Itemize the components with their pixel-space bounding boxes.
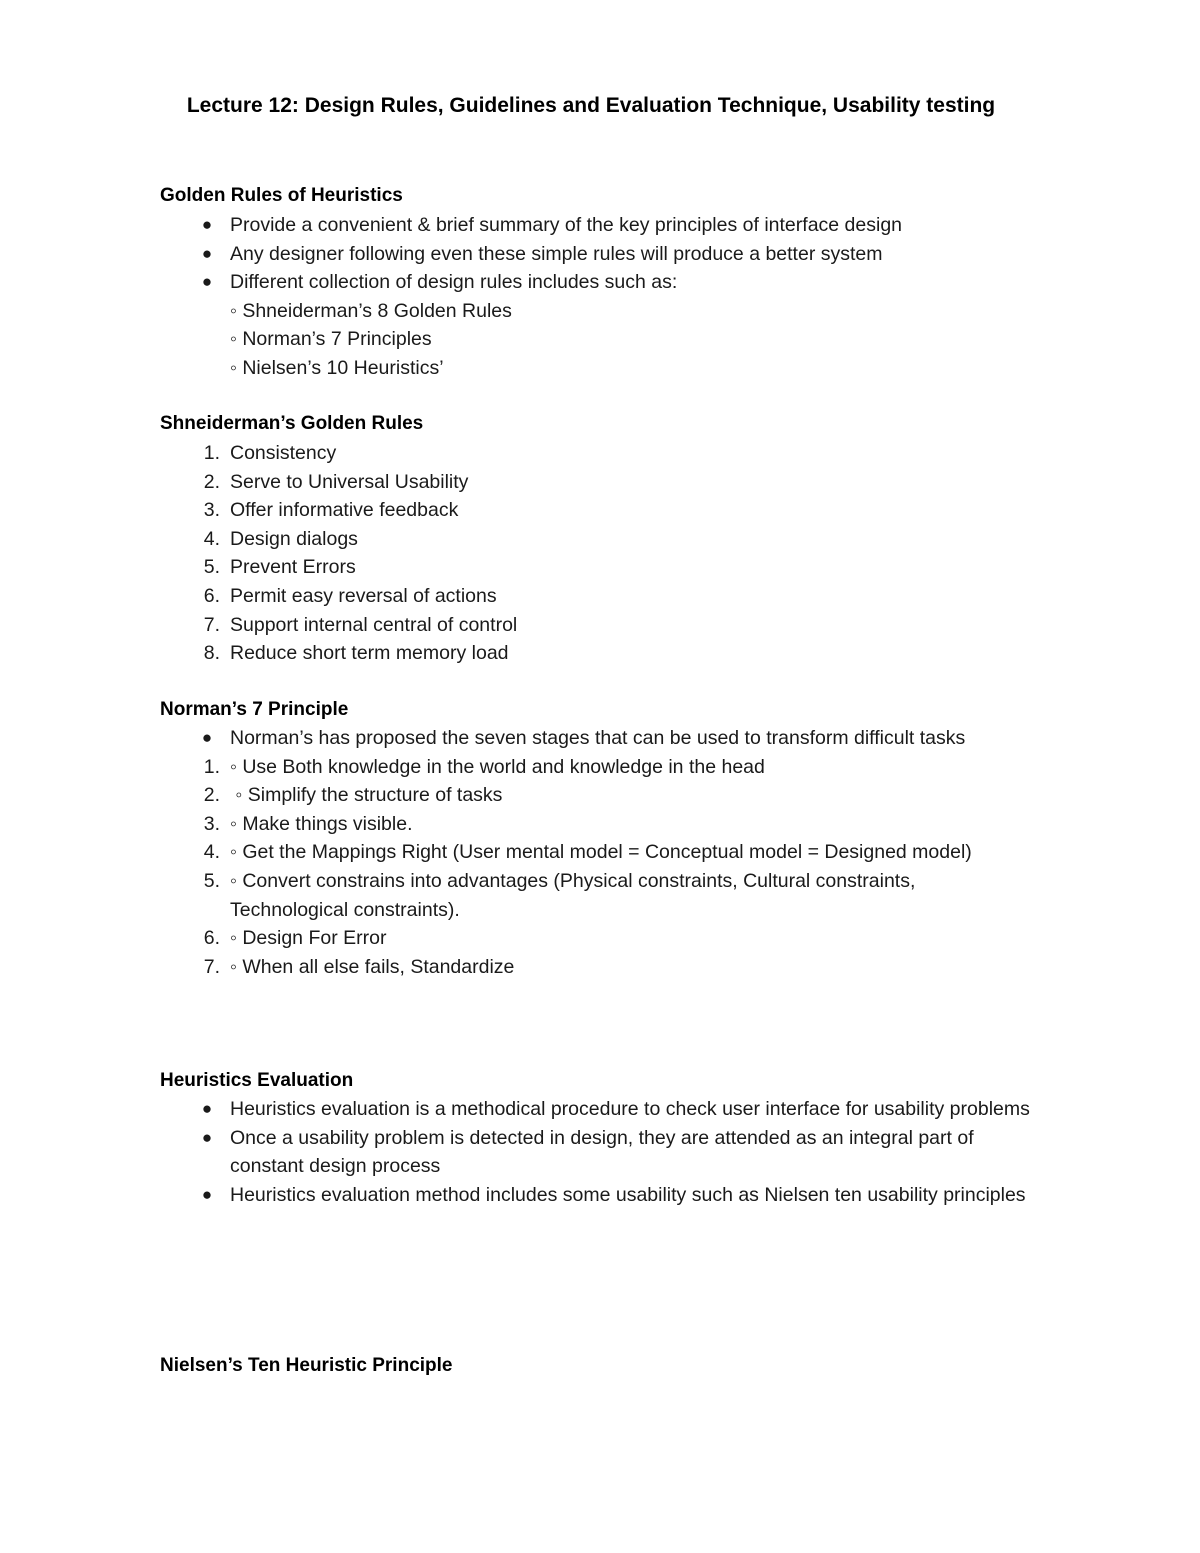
numbered-item: [160, 639, 1030, 668]
numbered-item: [160, 924, 1020, 953]
list-number: 7.: [203, 955, 220, 978]
numbered-item-text: Consistency: [230, 442, 337, 464]
list-item: [160, 211, 1030, 240]
list-item-text: Different collection of design rules includes such as:: [230, 271, 678, 294]
bullet-icon: ●: [201, 215, 213, 234]
list-item: [160, 1181, 1040, 1210]
heuristics-evaluation-list: [160, 1095, 1040, 1209]
sub-list-item: [160, 297, 1030, 326]
list-number: 4.: [203, 841, 220, 864]
list-item-text: Any designer following even these simple rules will produce a better system: [230, 242, 883, 265]
list-number: 1.: [203, 755, 220, 778]
list-number: 7.: [203, 613, 220, 636]
bullet-icon: ●: [201, 272, 213, 292]
sub-list-item-text: ◦ Shneiderman’s 8 Golden Rules: [230, 299, 512, 322]
list-number: 2.: [203, 784, 220, 807]
list-item-text: Provide a convenient & brief summary of the key principles of interface design: [230, 214, 903, 236]
list-number: 3.: [203, 499, 220, 522]
numbered-item: [160, 953, 1020, 982]
heuristics-evaluation-heading: Heuristics Evaluation: [160, 1070, 354, 1091]
sub-list-item: [160, 354, 1030, 383]
list-number: 6.: [203, 584, 220, 607]
numbered-item: [160, 810, 1020, 839]
numbered-item-text: ◦ Simplify the structure of tasks: [230, 784, 503, 807]
list-number: 4.: [203, 527, 220, 550]
list-item: [160, 240, 1030, 269]
golden-rules-heading: Golden Rules of Heuristics: [160, 185, 403, 206]
norman-heading: Norman’s 7 Principle: [160, 699, 349, 720]
list-item-text: Heuristics evaluation method includes some usability such as Nielsen ten usability principles: [230, 1183, 1026, 1206]
numbered-item: [160, 582, 1030, 611]
numbered-item: [160, 611, 1030, 640]
numbered-item: [160, 781, 1020, 810]
numbered-item-text: ◦ Convert constrains into advantages (Physical constraints, Cultural constraints, Technological constraints).: [230, 869, 916, 921]
bullet-icon: ●: [201, 243, 213, 263]
sub-list-item: [160, 325, 1030, 354]
numbered-item: [160, 753, 1020, 782]
bullet-icon: ●: [201, 1099, 213, 1118]
bullet-icon: ●: [201, 1184, 213, 1204]
numbered-item-text: ◦ Design For Error: [230, 927, 387, 950]
list-number: 6.: [203, 927, 220, 950]
list-number: 2.: [203, 470, 220, 493]
numbered-item-text: Support internal central of control: [230, 613, 518, 636]
numbered-item-text: ◦ When all else fails, Standardize: [230, 955, 515, 978]
list-number: 3.: [203, 812, 220, 835]
list-item-text: Heuristics evaluation is a methodical procedure to check user interface for usability problems: [230, 1098, 1030, 1120]
list-item: [160, 1124, 1040, 1181]
list-item: [160, 1095, 1040, 1124]
numbered-item: [160, 838, 1020, 867]
golden-rules-list: [160, 211, 1030, 383]
norman-list: [160, 724, 1020, 981]
list-number: 5.: [203, 869, 220, 892]
numbered-item: [160, 496, 1030, 525]
numbered-item-text: Offer informative feedback: [230, 499, 459, 522]
list-item: [160, 268, 1030, 297]
numbered-item-text: ◦ Make things visible.: [230, 812, 413, 835]
numbered-item: [160, 867, 1020, 924]
numbered-item-text: ◦ Use Both knowledge in the world and knowledge in the head: [230, 755, 765, 778]
shneiderman-list: [160, 439, 1030, 668]
list-number: 8.: [203, 642, 220, 665]
list-number: 1.: [203, 442, 220, 464]
list-item-text: Norman’s has proposed the seven stages that can be used to transform difficult tasks: [230, 727, 966, 749]
sub-list-item-text: ◦ Nielsen’s 10 Heuristics’: [230, 356, 444, 379]
numbered-item-text: Permit easy reversal of actions: [230, 584, 497, 607]
bullet-icon: ●: [201, 1127, 213, 1147]
numbered-item-text: Serve to Universal Usability: [230, 470, 469, 493]
numbered-item-text: ◦ Get the Mappings Right (User mental model = Conceptual model = Designed model): [230, 841, 972, 864]
numbered-item: [160, 525, 1030, 554]
list-item-text: Once a usability problem is detected in design, they are attended as an integral part of constant design process: [230, 1126, 974, 1178]
numbered-item-text: Design dialogs: [230, 527, 358, 550]
document-title: Lecture 12: Design Rules, Guidelines and Evaluation Technique, Usability testing: [186, 94, 996, 117]
bullet-icon: ●: [201, 728, 213, 747]
shneiderman-heading: Shneiderman’s Golden Rules: [160, 413, 424, 434]
numbered-item-text: Prevent Errors: [230, 556, 356, 579]
numbered-item-text: Reduce short term memory load: [230, 642, 509, 665]
numbered-item: [160, 439, 1030, 468]
sub-list-item-text: ◦ Norman’s 7 Principles: [230, 328, 432, 351]
numbered-item: [160, 553, 1030, 582]
list-item: [160, 724, 1020, 753]
list-number: 5.: [203, 556, 220, 579]
numbered-item: [160, 468, 1030, 497]
nielsen-heading: Nielsen’s Ten Heuristic Principle: [160, 1355, 453, 1376]
